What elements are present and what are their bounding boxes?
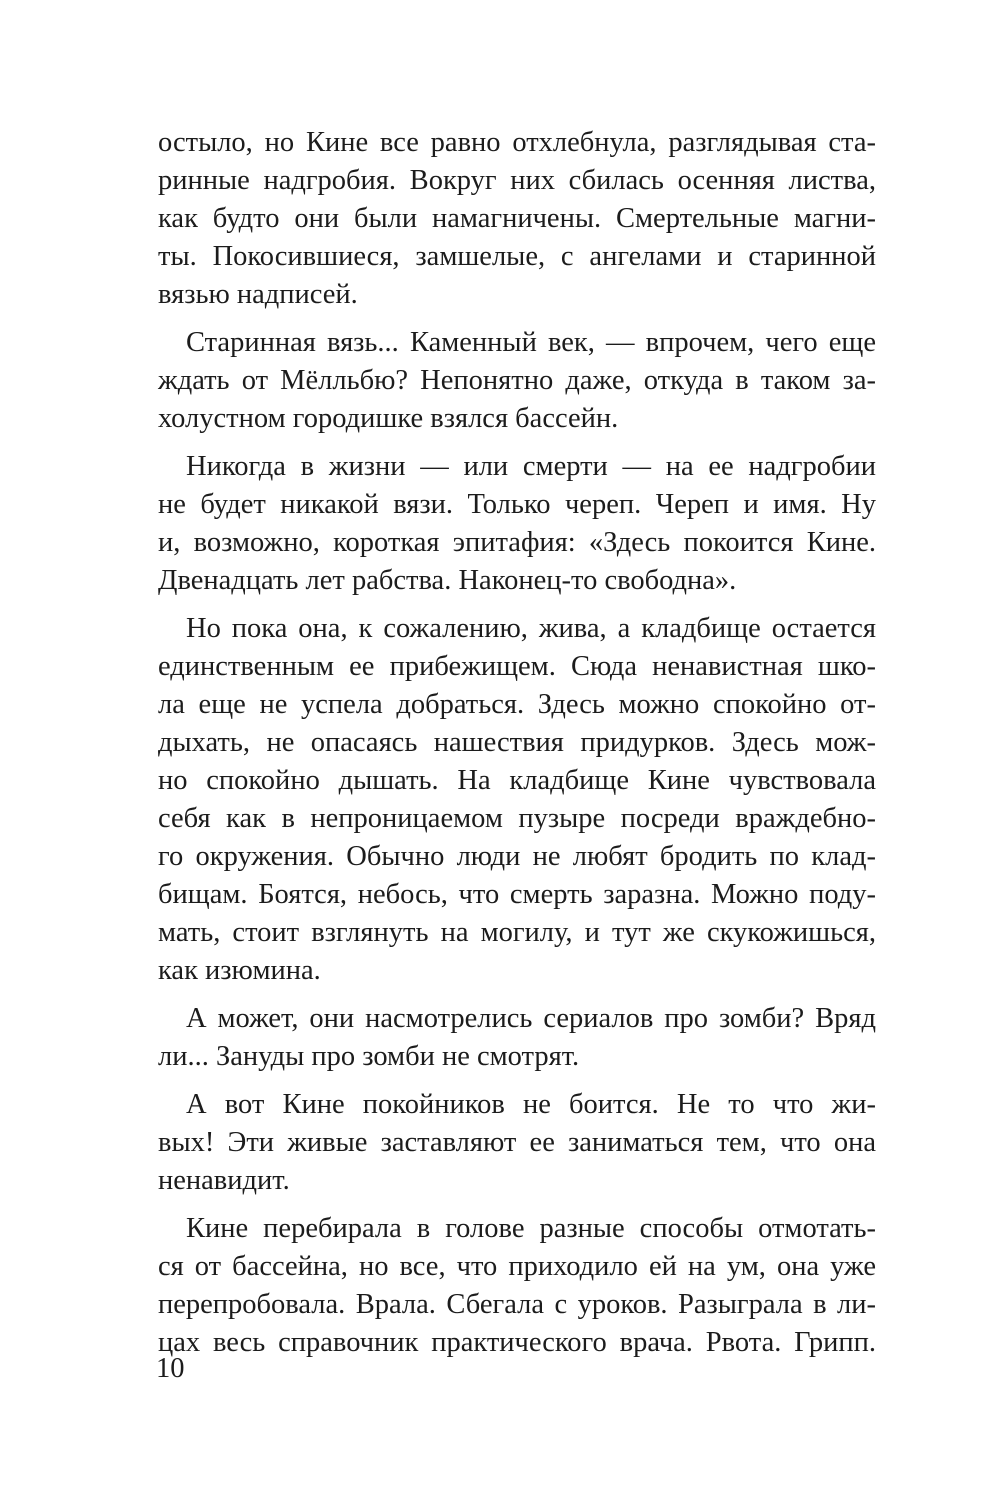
text-line: цах весь справочник практического врача. Рвота. Грипп. <box>158 1327 876 1358</box>
text-line: ринные надгробия. Вокруг них сбилась осенняя листва, <box>158 165 876 196</box>
body-text <box>158 124 876 1372</box>
text-line: ся от бассейна, но все, что приходило ей на ум, она уже <box>158 1251 876 1282</box>
text-line: Двенадцать лет рабства. Наконец-то свободна». <box>158 565 737 596</box>
text-line: себя как в непроницаемом пузыре посреди враждебно- <box>158 803 876 834</box>
text-line: вязью надписей. <box>158 279 358 310</box>
text-line: Но пока она, к сожалению, жива, а кладбище остается <box>186 613 876 644</box>
paragraph-6 <box>158 1086 876 1200</box>
text-line: ненавидит. <box>158 1165 290 1196</box>
paragraph-5 <box>158 1000 876 1076</box>
text-line: как будто они были намагничены. Смертельные магни- <box>158 203 876 234</box>
paragraph-2 <box>158 324 876 438</box>
text-line: и, возможно, короткая эпитафия: «Здесь покоится Кине. <box>158 527 876 558</box>
text-line: мать, стоит взглянуть на могилу, и тут же скукожишься, <box>158 917 876 948</box>
page-number: 10 <box>156 1353 185 1384</box>
text-line: перепробовала. Врала. Сбегала с уроков. Разыграла в ли- <box>158 1289 876 1320</box>
text-line: А может, они насмотрелись сериалов про зомби? Вряд <box>186 1003 876 1034</box>
text-line: ли... Зануды про зомби не смотрят. <box>158 1041 580 1072</box>
text-line: вых! Эти живые заставляют ее заниматься тем, что она <box>158 1127 876 1158</box>
text-line: Никогда в жизни — или смерти — на ее надгробии <box>186 451 876 482</box>
paragraph-7 <box>158 1210 876 1362</box>
paragraph-1 <box>158 124 876 314</box>
text-line: ждать от Мёлльбю? Непонятно даже, откуда в таком за- <box>158 365 876 396</box>
text-line: как изюмина. <box>158 955 321 986</box>
text-line: го окружения. Обычно люди не любят бродить по клад- <box>158 841 876 872</box>
text-line: остыло, но Кине все равно отхлебнула, разглядывая ста- <box>158 127 876 158</box>
text-line: но спокойно дышать. На кладбище Кине чувствовала <box>158 765 876 796</box>
text-line: А вот Кине покойников не боится. Не то что жи- <box>186 1089 876 1120</box>
text-line: единственным ее прибежищем. Сюда ненавистная шко- <box>158 651 876 682</box>
paragraph-3 <box>158 448 876 600</box>
text-line: ты. Покосившиеся, замшелые, с ангелами и старинной <box>158 241 876 272</box>
text-line: ла еще не успела добраться. Здесь можно спокойно от- <box>158 689 876 720</box>
text-line: Старинная вязь... Каменный век, — впрочем, чего еще <box>186 327 876 358</box>
text-line: бищам. Боятся, небось, что смерть заразна. Можно поду- <box>158 879 876 910</box>
text-line: дыхать, не опасаясь нашествия придурков. Здесь мож- <box>158 727 876 758</box>
text-line: Кине перебирала в голове разные способы отмотать- <box>186 1213 876 1244</box>
text-line: не будет никакой вязи. Только череп. Череп и имя. Ну <box>158 489 876 520</box>
paragraph-4 <box>158 610 876 990</box>
text-line: холустном городишке взялся бассейн. <box>158 403 619 434</box>
